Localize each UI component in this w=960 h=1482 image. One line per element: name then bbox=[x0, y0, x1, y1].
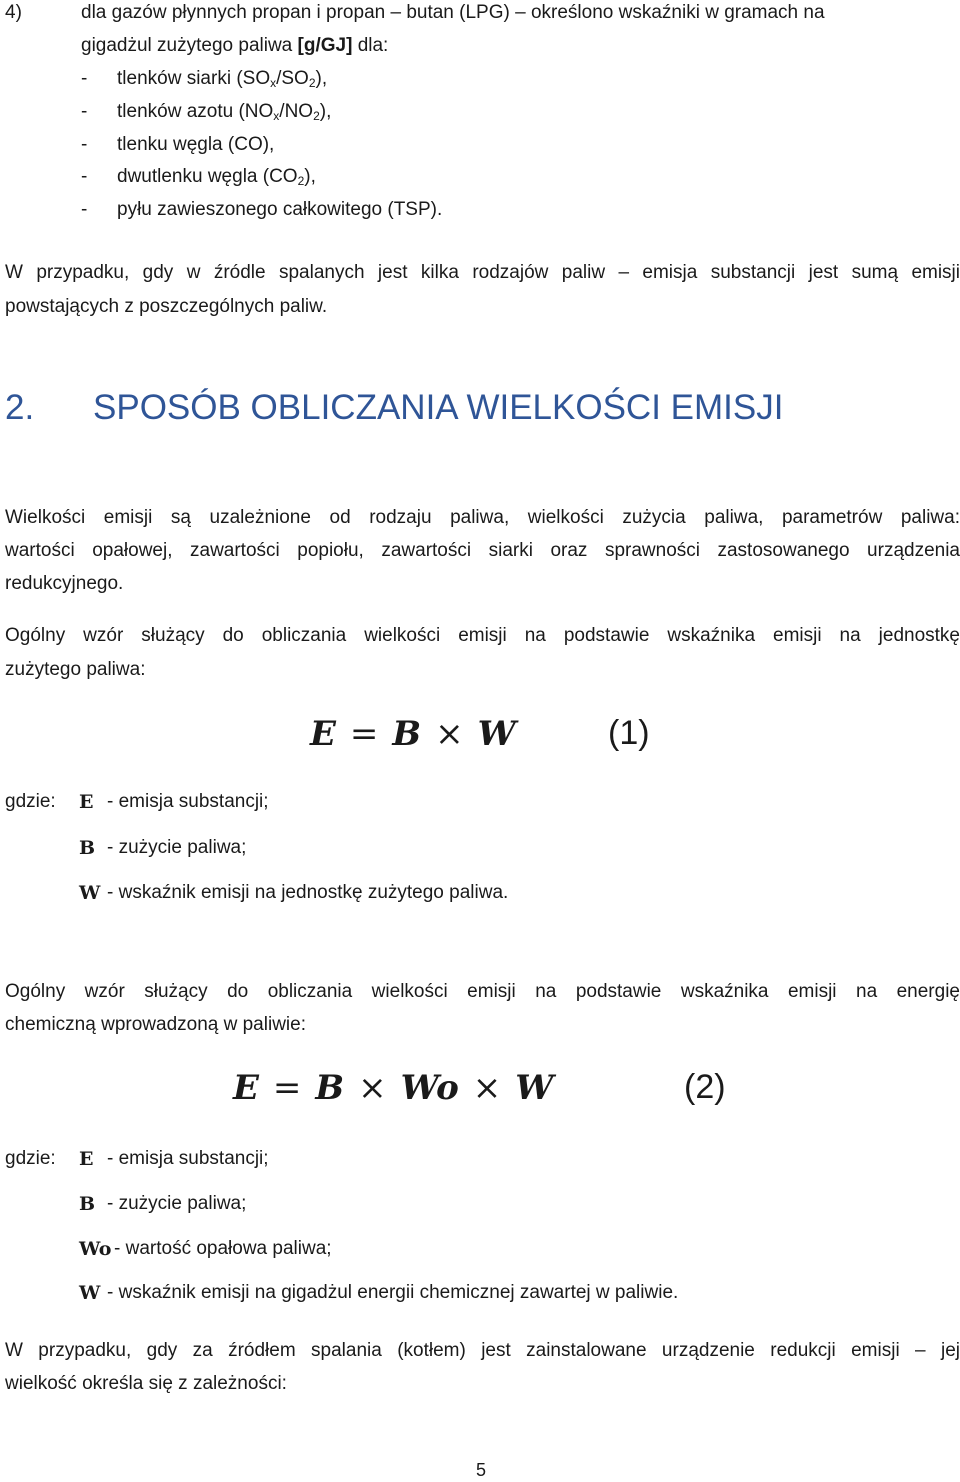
formula-2 bbox=[233, 1068, 553, 1108]
legend-symbol: W bbox=[79, 1282, 101, 1304]
intro-line-2-end: dla: bbox=[352, 35, 389, 56]
formula-equals: = bbox=[349, 714, 379, 754]
equation-number-2: (2) bbox=[684, 1068, 726, 1106]
legend-symbol: B bbox=[79, 1193, 96, 1215]
formula-equals: = bbox=[272, 1068, 302, 1108]
paragraph-line: Wielkości emisji są uzależnione od rodzaju paliwa, wielkości zużycia paliwa, parametrów paliwa: bbox=[5, 507, 960, 528]
list-item-co: tlenku węgla (CO), bbox=[117, 134, 275, 155]
legend-item-text: - zużycie paliwa; bbox=[107, 1193, 247, 1214]
legend-symbol: W bbox=[79, 882, 101, 904]
paragraph-line: zużytego paliwa: bbox=[5, 659, 146, 680]
list-dash: - bbox=[81, 68, 88, 89]
list-item-text: ), bbox=[315, 68, 328, 89]
list-item-text: tlenków siarki (SO bbox=[117, 68, 271, 89]
legend-item-text: - emisja substancji; bbox=[107, 791, 269, 812]
formula-symbol-e: E bbox=[310, 714, 336, 754]
formula-times: × bbox=[358, 1068, 387, 1108]
list-item-tsp: pyłu zawieszonego całkowitego (TSP). bbox=[117, 199, 443, 220]
list-item-text: /NO bbox=[279, 101, 314, 122]
list-dash: - bbox=[81, 199, 88, 220]
unit-label: [g/GJ] bbox=[297, 35, 353, 56]
intro-line-2-text: gigadżul zużytego paliwa bbox=[81, 35, 298, 56]
formula-times: × bbox=[435, 714, 464, 754]
page-number: 5 bbox=[476, 1460, 487, 1480]
subscript: 2 bbox=[313, 109, 320, 123]
list-item-sox bbox=[117, 66, 327, 92]
legend-item bbox=[79, 880, 100, 907]
legend-item bbox=[79, 1146, 93, 1173]
legend-where-label: gdzie: bbox=[5, 1148, 56, 1169]
paragraph-line: Ogólny wzór służący do obliczania wielkości emisji na podstawie wskaźnika emisji na energię bbox=[5, 981, 960, 1002]
paragraph-line: chemiczną wprowadzoną w paliwie: bbox=[5, 1014, 306, 1035]
legend-item-text: - emisja substancji; bbox=[107, 1148, 269, 1169]
legend-item-text: - zużycie paliwa; bbox=[107, 837, 247, 858]
list-item-co2 bbox=[117, 164, 316, 190]
equation-number-1: (1) bbox=[608, 714, 650, 752]
formula-symbol-w: W bbox=[515, 1068, 554, 1108]
section-title: SPOSÓB OBLICZANIA WIELKOŚCI EMISJI bbox=[93, 388, 784, 427]
legend-item bbox=[79, 789, 93, 816]
paragraph-line: redukcyjnego. bbox=[5, 573, 124, 594]
list-item-text: dwutlenku węgla (CO bbox=[117, 166, 298, 187]
list-item-number: 4) bbox=[5, 2, 22, 23]
formula-symbol-wo: Wo bbox=[400, 1068, 459, 1108]
legend-item-text: - wskaźnik emisji na gigadżul energii chemicznej zawartej w paliwie. bbox=[107, 1282, 679, 1303]
list-item-text: ), bbox=[319, 101, 332, 122]
formula-symbol-b: B bbox=[392, 714, 422, 754]
subscript: x bbox=[273, 109, 280, 123]
paragraph-line: Ogólny wzór służący do obliczania wielkości emisji na podstawie wskaźnika emisji na jednostkę bbox=[5, 625, 960, 646]
formula-symbol-e: E bbox=[233, 1068, 259, 1108]
intro-line-2 bbox=[81, 33, 388, 59]
section-heading bbox=[5, 388, 783, 428]
formula-times: × bbox=[472, 1068, 502, 1108]
subscript: 2 bbox=[297, 174, 305, 188]
legend-symbol: E bbox=[79, 791, 94, 813]
legend-item bbox=[79, 835, 95, 862]
formula-symbol-w: W bbox=[477, 714, 516, 754]
subscript: 2 bbox=[308, 76, 316, 90]
paragraph-line: W przypadku, gdy za źródłem spalania (kotłem) jest zainstalowane urządzenie redukcji emisji – jej bbox=[5, 1340, 960, 1361]
intro-line-1: dla gazów płynnych propan i propan – butan (LPG) – określono wskaźniki w gramach na bbox=[81, 2, 825, 23]
legend-where-label: gdzie: bbox=[5, 791, 56, 812]
list-item-text: tlenków azotu (NO bbox=[117, 101, 274, 122]
list-item-text: ), bbox=[304, 166, 316, 187]
paragraph-line: W przypadku, gdy w źródle spalanych jest kilka rodzajów paliw – emisja substancji jest sumą emisji bbox=[5, 262, 960, 283]
list-item-text: /SO bbox=[276, 68, 309, 89]
section-number: 2. bbox=[5, 388, 35, 427]
legend-item bbox=[79, 1280, 100, 1307]
legend-item-text: - wartość opałowa paliwa; bbox=[114, 1238, 332, 1259]
legend-symbol: E bbox=[79, 1148, 94, 1170]
list-dash: - bbox=[81, 101, 88, 122]
formula-1 bbox=[310, 714, 516, 754]
legend-symbol: Wo bbox=[79, 1238, 112, 1260]
formula-symbol-b: B bbox=[315, 1068, 345, 1108]
list-dash: - bbox=[81, 166, 88, 187]
legend-item bbox=[79, 1191, 95, 1218]
legend-item bbox=[79, 1236, 111, 1263]
list-item-nox bbox=[117, 99, 331, 125]
paragraph-line: powstających z poszczególnych paliw. bbox=[5, 296, 328, 317]
legend-item-text: - wskaźnik emisji na jednostkę zużytego paliwa. bbox=[107, 882, 509, 903]
paragraph-line: wartości opałowej, zawartości popiołu, zawartości siarki oraz sprawności zastosowanego urządzenia bbox=[5, 540, 960, 561]
legend-symbol: B bbox=[79, 837, 96, 859]
list-dash: - bbox=[81, 134, 88, 155]
paragraph-line: wielkość określa się z zależności: bbox=[5, 1373, 287, 1394]
subscript: x bbox=[270, 76, 277, 90]
